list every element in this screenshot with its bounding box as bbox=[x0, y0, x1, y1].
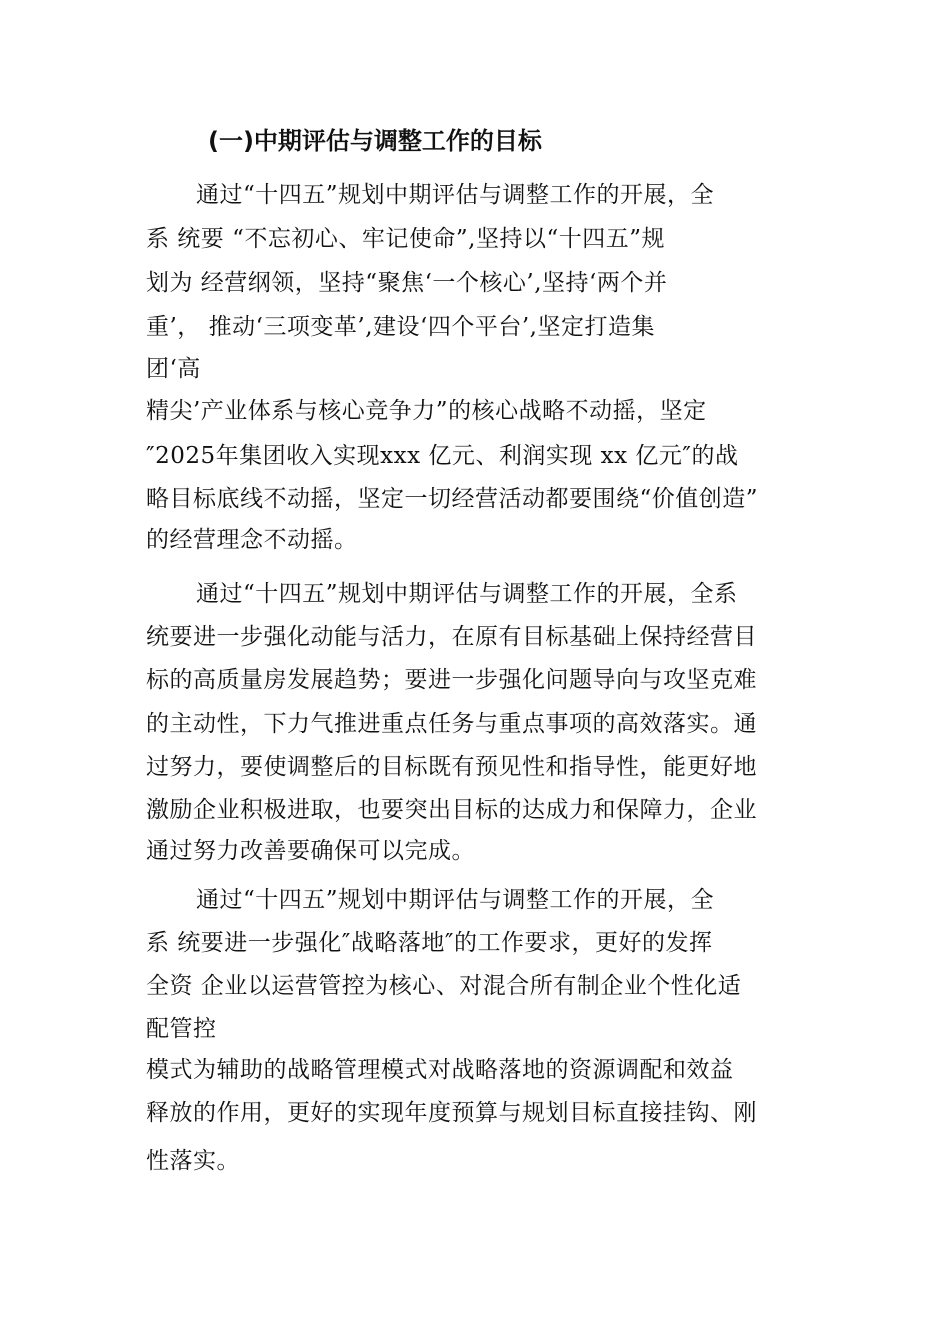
section-heading: (一)中期评估与调整工作的目标 bbox=[208, 127, 542, 155]
paragraph-2-line-1: 通过“十四五”规划中期评估与调整工作的开展，全系 bbox=[196, 581, 738, 607]
paragraph-3-line-6: 释放的作用，更好的实现年度预算与规划目标直接挂钩、刚 bbox=[146, 1100, 757, 1126]
paragraph-3-line-5: 模式为辅助的战略管理模式对战略落地的资源调配和效益 bbox=[146, 1057, 734, 1083]
paragraph-1-line-8: 略目标底线不动摇，坚定一切经营活动都要围绕“价值创造” bbox=[146, 486, 759, 512]
paragraph-1-line-4: 重’， 推动‘三项变革’,建设‘四个平台’,坚定打造集 bbox=[146, 314, 655, 340]
paragraph-2-line-2: 统要进一步强化动能与活力，在原有目标基础上保持经营目 bbox=[146, 624, 757, 650]
paragraph-1-line-7: ″2025年集团收入实现xxx 亿元、利润实现 xx 亿元″的战 bbox=[146, 443, 739, 469]
paragraph-2-line-4: 的主动性，下力气推进重点任务与重点事项的高效落实。通 bbox=[146, 711, 757, 737]
paragraph-3-line-3: 全资 企业以运营管控为核心、对混合所有制企业个性化适 bbox=[146, 973, 742, 999]
paragraph-2-line-5: 过努力，要使调整后的目标既有预见性和指导性，能更好地 bbox=[146, 754, 757, 780]
paragraph-2-line-6: 激励企业积极进取，也要突出目标的达成力和保障力，企业 bbox=[146, 797, 757, 823]
paragraph-1-line-6: 精尖’产业体系与核心竞争力”的核心战略不动摇，坚定 bbox=[146, 398, 707, 424]
paragraph-1-line-1: 通过“十四五”规划中期评估与调整工作的开展，全 bbox=[196, 182, 715, 208]
paragraph-3-line-1: 通过“十四五”规划中期评估与调整工作的开展，全 bbox=[196, 887, 715, 913]
paragraph-1-line-3: 划为 经营纲领，坚持“聚焦‘一个核心’,坚持‘两个并 bbox=[146, 270, 668, 296]
paragraph-1-line-9: 的经营理念不动摇。 bbox=[146, 527, 358, 553]
paragraph-3-line-4: 配管控 bbox=[146, 1016, 217, 1042]
paragraph-3-line-7: 性落实。 bbox=[146, 1148, 240, 1174]
paragraph-3-line-2: 系 统要进一步强化″战略落地″的工作要求，更好的发挥 bbox=[146, 930, 713, 956]
paragraph-2-line-3: 标的高质量房发展趋势；要进一步强化问题导向与攻坚克难 bbox=[146, 667, 757, 693]
paragraph-2-line-7: 通过努力改善要确保可以完成。 bbox=[146, 838, 475, 864]
paragraph-1-line-2: 系 统要 “不忘初心、牢记使命”,坚持以“十四五”规 bbox=[146, 226, 665, 252]
paragraph-1-line-5: 团‘高 bbox=[146, 356, 201, 382]
